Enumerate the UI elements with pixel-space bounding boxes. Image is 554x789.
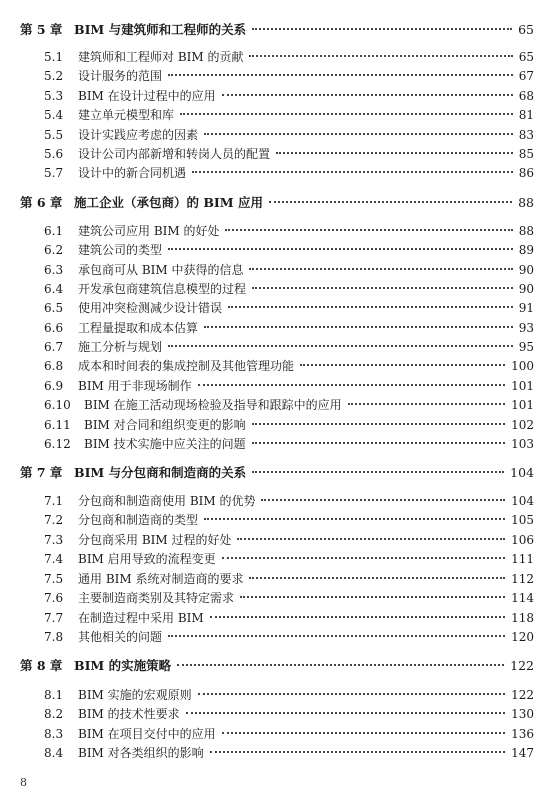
section-number: 5.7 [44, 166, 64, 181]
section-number: 7.5 [44, 571, 64, 586]
section-number: 7.1 [44, 494, 64, 508]
section-entry[interactable] [44, 261, 534, 278]
page-number: 101 [511, 378, 534, 393]
section-title: 建筑师和工程师对 BIM 的贡献 [78, 50, 244, 64]
section-title: BIM 对合同和组织变更的影响 [84, 417, 246, 432]
section-entry[interactable] [44, 164, 534, 181]
section-number: 6.12 [44, 436, 71, 451]
section-number: 7.2 [44, 513, 64, 528]
page-number: 101 [511, 398, 534, 413]
section-entry[interactable] [44, 435, 534, 452]
section-entry[interactable] [44, 550, 534, 567]
chapter-title: BIM 与建筑师和工程师的关系 [74, 22, 247, 37]
chapter-heading[interactable] [20, 656, 534, 674]
section-number: 5.4 [44, 108, 64, 123]
section-title: 在制造过程中采用 BIM [78, 610, 204, 625]
section-title: 设计公司内部新增和转岗人员的配置 [78, 147, 271, 161]
dot-leader [186, 712, 505, 714]
section-title: 开发承包商建筑信息模型的过程 [78, 282, 247, 297]
dot-leader [300, 364, 505, 366]
dot-leader [198, 693, 505, 695]
dot-leader [240, 596, 505, 598]
page-number: 120 [511, 630, 534, 645]
page-number: 95 [518, 340, 534, 355]
page-number: 102 [511, 417, 534, 432]
section-title: 其他相关的问题 [78, 630, 163, 645]
section-entry[interactable] [44, 744, 534, 761]
section-number: 6.9 [44, 378, 64, 393]
section-entry[interactable] [44, 492, 534, 509]
page-number: 112 [511, 571, 534, 586]
page-number: 147 [511, 746, 534, 761]
section-number: 6.5 [44, 301, 64, 316]
page-number: 136 [511, 726, 534, 741]
dot-leader [198, 384, 505, 386]
section-number: 6.3 [44, 262, 64, 277]
dot-leader [252, 28, 512, 30]
dot-leader [222, 94, 513, 96]
section-entry[interactable] [44, 106, 534, 123]
section-number: 8.2 [44, 707, 64, 722]
page-number: 118 [511, 610, 534, 625]
dot-leader [276, 152, 513, 154]
section-number: 7.7 [44, 610, 64, 625]
section-number: 6.8 [44, 359, 64, 374]
dot-leader [177, 664, 504, 666]
section-number: 7.3 [44, 532, 64, 547]
section-number: 6.1 [44, 224, 64, 238]
section-entry[interactable] [44, 48, 534, 65]
section-entry[interactable] [44, 628, 534, 645]
chapter-heading[interactable] [20, 193, 534, 211]
section-entry[interactable] [44, 67, 534, 84]
section-entry[interactable] [44, 280, 534, 297]
dot-leader [168, 248, 513, 250]
section-title: 建立单元模型和库 [78, 108, 175, 123]
page-number: 105 [511, 513, 534, 528]
section-title: 建筑公司应用 BIM 的好处 [78, 224, 220, 238]
section-title: 分包商和制造商的类型 [78, 513, 199, 528]
page-number: 65 [518, 22, 534, 37]
section-number: 6.10 [44, 398, 71, 413]
section-title: 工程量提取和成本估算 [78, 320, 199, 335]
section-entry[interactable] [44, 570, 534, 587]
section-title: 设计中的新合同机遇 [78, 166, 187, 181]
page-number: 88 [518, 224, 534, 238]
section-number: 6.7 [44, 340, 64, 355]
page-number: 81 [518, 108, 534, 123]
dot-leader [228, 306, 513, 308]
dot-leader [249, 577, 505, 579]
page-number: 104 [510, 465, 534, 480]
dot-leader [252, 423, 505, 425]
dot-leader [180, 113, 513, 115]
dot-leader [204, 326, 513, 328]
dot-leader [237, 538, 505, 540]
dot-leader [210, 751, 505, 753]
section-entry[interactable] [44, 416, 534, 433]
section-title: BIM 实施的宏观原则 [78, 688, 192, 702]
section-entry[interactable] [44, 396, 534, 413]
section-entry[interactable] [44, 87, 534, 104]
section-title: BIM 在施工活动现场检验及指导和跟踪中的应用 [84, 398, 342, 413]
section-title: BIM 的技术性要求 [78, 707, 180, 722]
page-number: 88 [518, 195, 534, 210]
section-number: 6.6 [44, 320, 64, 335]
section-entry[interactable] [44, 145, 534, 162]
page-number: 93 [518, 320, 534, 335]
page-number: 83 [518, 127, 534, 142]
page-number: 122 [510, 658, 534, 673]
dot-leader [204, 133, 513, 135]
section-entry[interactable] [44, 531, 534, 548]
section-entry[interactable] [44, 126, 534, 143]
section-title: 主要制造商类别及其特定需求 [78, 591, 235, 606]
section-title: 使用冲突检测减少设计错误 [78, 301, 223, 316]
page-number: 103 [511, 436, 534, 451]
section-title: BIM 技术实施中应关注的问题 [84, 436, 246, 451]
section-entry[interactable] [44, 686, 534, 703]
dot-leader [269, 201, 512, 203]
section-number: 6.11 [44, 417, 71, 432]
section-number: 8.3 [44, 726, 64, 741]
page-folio: 8 [20, 776, 27, 789]
page-number: 90 [518, 282, 534, 297]
section-title: BIM 对各类组织的影响 [78, 746, 204, 761]
section-entry[interactable] [44, 222, 534, 239]
page-number: 104 [511, 494, 534, 508]
dot-leader [348, 403, 505, 405]
section-entry[interactable] [44, 357, 534, 374]
dot-leader [168, 345, 513, 347]
page-number: 68 [518, 88, 534, 103]
section-entry[interactable] [44, 338, 534, 355]
section-number: 5.3 [44, 88, 64, 103]
dot-leader [210, 616, 505, 618]
dot-leader [249, 55, 512, 57]
dot-leader [204, 518, 505, 520]
page-number: 67 [518, 69, 534, 84]
chapter-title: BIM 与分包商和制造商的关系 [74, 465, 247, 480]
page-number: 111 [511, 552, 534, 567]
section-title: 成本和时间表的集成控制及其他管理功能 [78, 359, 295, 374]
chapter-heading[interactable] [20, 20, 534, 38]
page-number: 130 [511, 707, 534, 722]
section-number: 5.6 [44, 147, 64, 161]
chapter-number: 第 5 章 [20, 22, 63, 37]
section-entry[interactable] [44, 299, 534, 316]
section-number: 5.5 [44, 127, 64, 142]
dot-leader [168, 74, 513, 76]
chapter-heading[interactable] [20, 463, 534, 481]
section-title: BIM 用于非现场制作 [78, 378, 192, 393]
section-number: 7.4 [44, 552, 64, 567]
section-title: 分包商和制造商使用 BIM 的优势 [78, 494, 256, 508]
dot-leader [225, 229, 512, 231]
section-title: 设计服务的范围 [78, 69, 163, 84]
page-number: 86 [518, 166, 534, 181]
section-entry[interactable] [44, 511, 534, 528]
page-number: 122 [511, 688, 534, 702]
dot-leader [222, 557, 505, 559]
section-title: 分包商采用 BIM 过程的好处 [78, 532, 232, 547]
chapter-number: 第 8 章 [20, 658, 63, 673]
section-title: BIM 在设计过程中的应用 [78, 88, 216, 103]
page-number: 100 [511, 359, 534, 374]
dot-leader [168, 635, 505, 637]
section-entry[interactable] [44, 377, 534, 394]
dot-leader [192, 171, 513, 173]
section-entry[interactable] [44, 589, 534, 606]
dot-leader [252, 471, 504, 473]
section-number: 6.4 [44, 282, 64, 297]
section-title: 施工分析与规划 [78, 340, 163, 355]
page-number: 106 [511, 532, 534, 547]
section-title: 承包商可从 BIM 中获得的信息 [78, 262, 244, 277]
section-title: 设计实践应考虑的因素 [78, 127, 199, 142]
section-title: BIM 在项目交付中的应用 [78, 726, 216, 741]
dot-leader [249, 268, 512, 270]
section-number: 8.1 [44, 688, 64, 702]
section-title: 建筑公司的类型 [78, 243, 163, 258]
page-number: 114 [511, 591, 534, 606]
chapter-title: 施工企业（承包商）的 BIM 应用 [74, 195, 263, 210]
section-number: 5.2 [44, 69, 64, 84]
section-entry[interactable] [44, 705, 534, 722]
section-entry[interactable] [44, 609, 534, 626]
section-number: 7.8 [44, 630, 64, 645]
section-title: 通用 BIM 系统对制造商的要求 [78, 571, 244, 586]
section-title: BIM 启用导致的流程变更 [78, 552, 216, 567]
section-number: 7.6 [44, 591, 64, 606]
dot-leader [252, 287, 513, 289]
section-entry[interactable] [44, 241, 534, 258]
section-number: 8.4 [44, 746, 64, 761]
section-number: 5.1 [44, 50, 64, 64]
dot-leader [252, 442, 505, 444]
chapter-number: 第 6 章 [20, 195, 63, 210]
section-entry[interactable] [44, 319, 534, 336]
chapter-title: BIM 的实施策略 [74, 658, 172, 673]
page-number: 65 [518, 50, 534, 64]
section-number: 6.2 [44, 243, 64, 258]
dot-leader [261, 499, 505, 501]
page-number: 89 [518, 243, 534, 258]
page-number: 85 [518, 147, 534, 161]
chapter-number: 第 7 章 [20, 465, 63, 480]
dot-leader [222, 732, 505, 734]
page-number: 91 [518, 301, 534, 316]
section-entry[interactable] [44, 725, 534, 742]
page-number: 90 [518, 262, 534, 277]
